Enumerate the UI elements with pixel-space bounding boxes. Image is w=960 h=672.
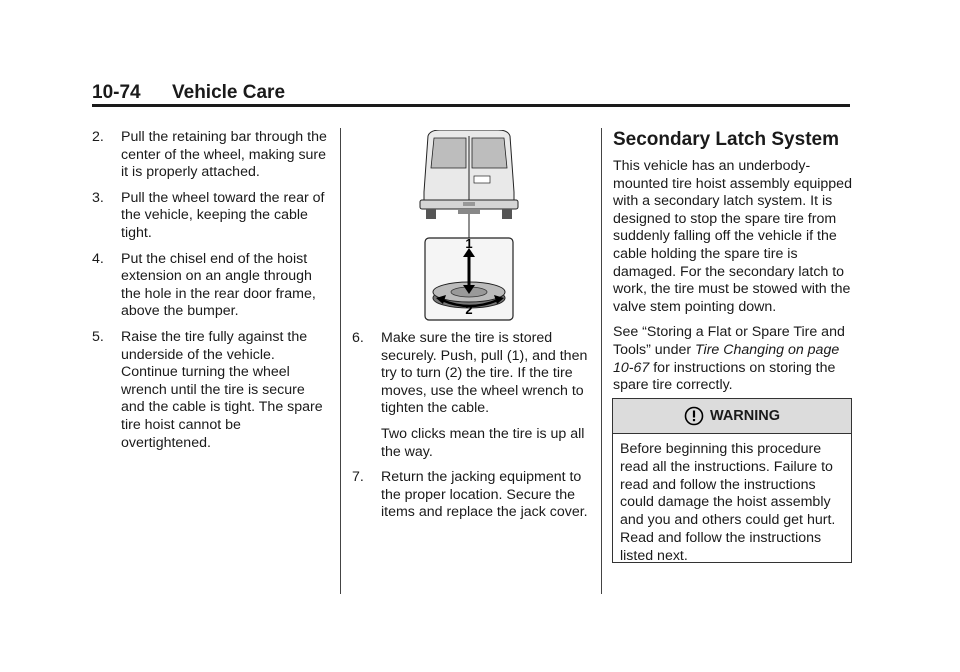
column-2: [352, 330, 592, 530]
step-text: Pull the wheel toward the rear of the vehicle, keeping the cable tight.: [121, 189, 325, 241]
reference-paragraph: [613, 324, 853, 394]
step-text: Pull the retaining bar through the center of the wheel, making sure it is properly attached.: [121, 129, 327, 181]
step-number: 6.: [352, 330, 364, 346]
step-5: [92, 329, 332, 452]
warning-header: [613, 399, 851, 434]
step-number: 7.: [352, 469, 364, 486]
warning-icon: [684, 406, 704, 426]
step-text: Return the jacking equipment to the proper location. Secure the items and replace the jack cover.: [381, 469, 588, 521]
warning-box: [612, 398, 852, 563]
section-title: Vehicle Care: [172, 82, 286, 103]
step-2: [92, 129, 332, 182]
page-header: [92, 82, 850, 106]
step-number: 2.: [92, 129, 104, 145]
column-3: [613, 128, 853, 403]
page-number: 10-74: [92, 82, 141, 103]
step-number: 4.: [92, 250, 104, 267]
callout-2: 2: [465, 302, 473, 317]
step-number: 3.: [92, 189, 104, 206]
van-spare-tire-illustration: [418, 130, 520, 322]
step-6: [352, 330, 592, 461]
page-reference-link[interactable]: Tire Changing on page 10-67: [613, 341, 840, 376]
header-rule: [92, 104, 850, 107]
steps-list-2: [352, 330, 592, 522]
van-rear-icon: [420, 130, 518, 219]
section-heading: Secondary Latch System: [613, 129, 839, 150]
warning-label: WARNING: [709, 408, 781, 424]
intro-paragraph: This vehicle has an underbody-mounted tire hoist assembly equipped with a secondary latch system. It is designed to stop the spare tire from suddenly falling off the vehicle if the cable holding the spare tire is damaged. For the secondary latch to work, the tire must be stowed with the valve stem pointing down.: [613, 158, 852, 315]
column-divider-2: [601, 128, 602, 594]
steps-list-1: [92, 129, 332, 452]
column-1: [92, 129, 332, 460]
warning-text: Before beginning this procedure read all the instructions. Failure to read and follow the instructions could damage the hoist assembly and you and others could get hurt. Read and follow the instructions listed next.: [620, 441, 836, 564]
reference-text-pre: See “Storing a Flat or Spare Tire and Tools” under: [613, 324, 845, 358]
column-divider-1: [340, 128, 341, 594]
step-4: [92, 251, 332, 321]
step-3: [92, 190, 332, 243]
step-subparagraph: Two clicks mean the tire is up all the way.: [381, 425, 585, 460]
van-spare-tire-figure: [418, 130, 520, 322]
callout-1: 1: [465, 236, 473, 251]
step-7: [352, 469, 592, 522]
step-number: 5.: [92, 328, 104, 345]
step-text: Make sure the tire is stored securely. Push, pull (1), and then try to turn (2) the tire. If the tire moves, use the wheel wrench to tighten the cable.: [381, 330, 588, 417]
step-text: Put the chisel end of the hoist extension on an angle through the hole in the rear door frame, above the bumper.: [121, 250, 316, 320]
tire-inset-icon: [425, 236, 513, 320]
step-text: Raise the tire fully against the underside of the vehicle. Continue turning the wheel wrench until the tire is secure and the cable is tight. The spare tire hoist cannot be overtightened.: [121, 328, 323, 451]
reference-text-post: for instructions on storing the spare tire correctly.: [613, 359, 836, 394]
